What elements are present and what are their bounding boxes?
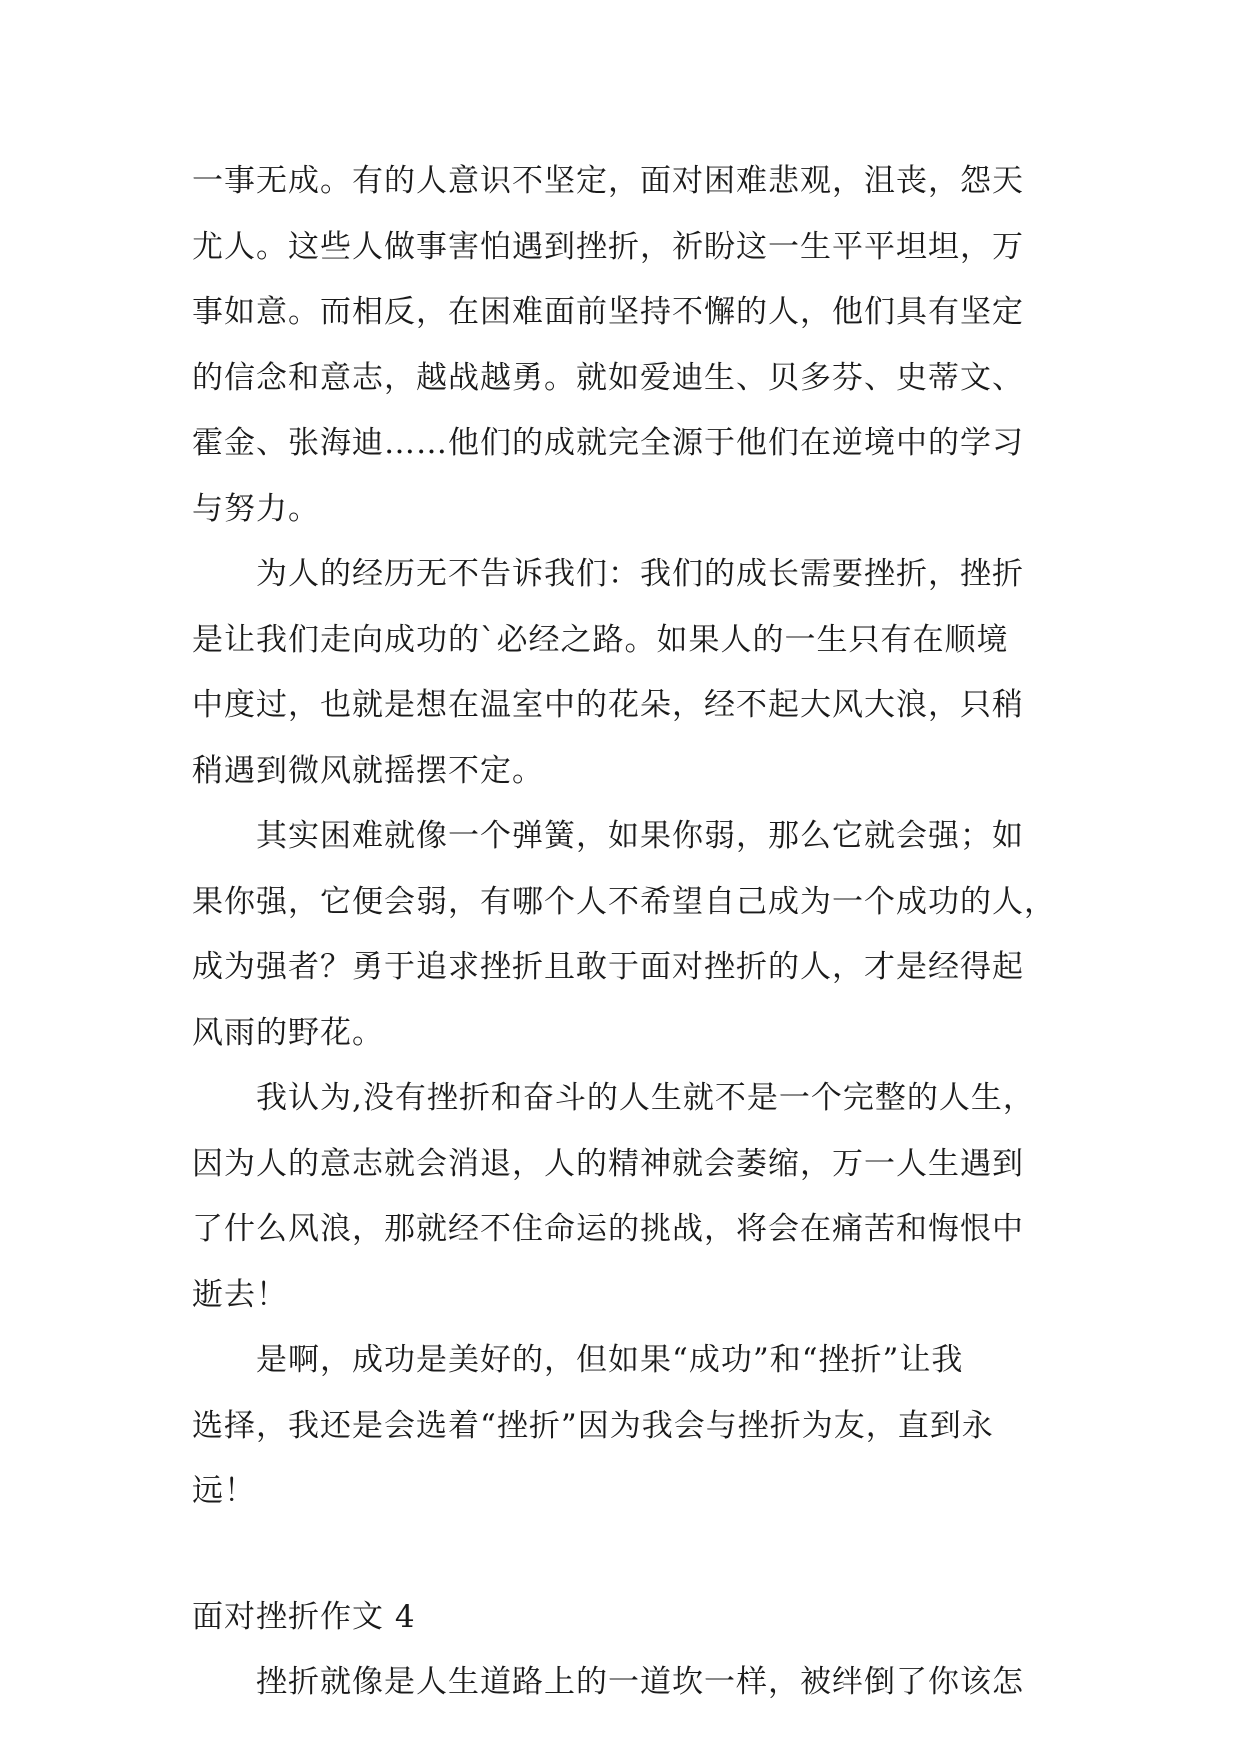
text-line: 稍遇到微风就摇摆不定。 [192, 752, 544, 789]
text-line: 远！ [192, 1473, 256, 1509]
text-line: 与努力。 [192, 490, 320, 527]
text-line: 了什么风浪，那就经不住命运的挑战，将会在痛苦和悔恨中 [192, 1211, 1024, 1247]
text-line: 成为强者？勇于追求挫折且敢于面对挫折的人，才是经得起 [192, 949, 1024, 985]
text-line: 我认为,没有挫折和奋斗的人生就不是一个完整的人生， [256, 1080, 1035, 1116]
paragraph [192, 1075, 1072, 1337]
paragraph [192, 813, 1072, 1075]
section-heading: 面对挫折作文 4 [192, 1598, 416, 1635]
text-line: 逝去！ [192, 1276, 288, 1313]
text-line: 是让我们走向成功的`必经之路。如果人的一生只有在顺境 [192, 621, 1009, 658]
text-line: 尤人。这些人做事害怕遇到挫折，祈盼这一生平平坦坦，万 [192, 228, 1024, 265]
document-body [192, 158, 1072, 1725]
text-line: 其实困难就像一个弹簧，如果你弱，那么它就会强；如 [256, 818, 1024, 854]
text-line: 事如意。而相反，在困难面前坚持不懈的人，他们具有坚定 [192, 294, 1024, 330]
text-line: 风雨的野花。 [192, 1014, 384, 1051]
paragraph [192, 1337, 1072, 1534]
text-line: 是啊，成功是美好的，但如果“成功”和“挫折”让我 [256, 1342, 964, 1378]
paragraph [192, 158, 1072, 551]
text-line: 霍金、张海迪……他们的成就完全源于他们在逆境中的学习 [192, 425, 1024, 461]
text-line: 为人的经历无不告诉我们：我们的成长需要挫折，挫折 [256, 556, 1024, 592]
text-line: 果你强，它便会弱，有哪个人不希望自己成为一个成功的人， [192, 883, 1056, 920]
text-line: 中度过，也就是想在温室中的花朵，经不起大风大浪，只稍 [192, 687, 1024, 723]
paragraph [192, 1659, 1072, 1725]
text-line: 因为人的意志就会消退，人的精神就会萎缩，万一人生遇到 [192, 1145, 1024, 1182]
text-line: 选择，我还是会选着“挫折”因为我会与挫折为友，直到永 [192, 1407, 994, 1444]
text-line: 挫折就像是人生道路上的一道坎一样，被绊倒了你该怎 [256, 1664, 1024, 1700]
section-gap [192, 1534, 1072, 1594]
text-line: 一事无成。有的人意识不坚定，面对困难悲观，沮丧，怨天 [192, 163, 1024, 199]
paragraph [192, 551, 1072, 813]
text-line: 的信念和意志，越战越勇。就如爱迪生、贝多芬、史蒂文、 [192, 359, 1024, 396]
